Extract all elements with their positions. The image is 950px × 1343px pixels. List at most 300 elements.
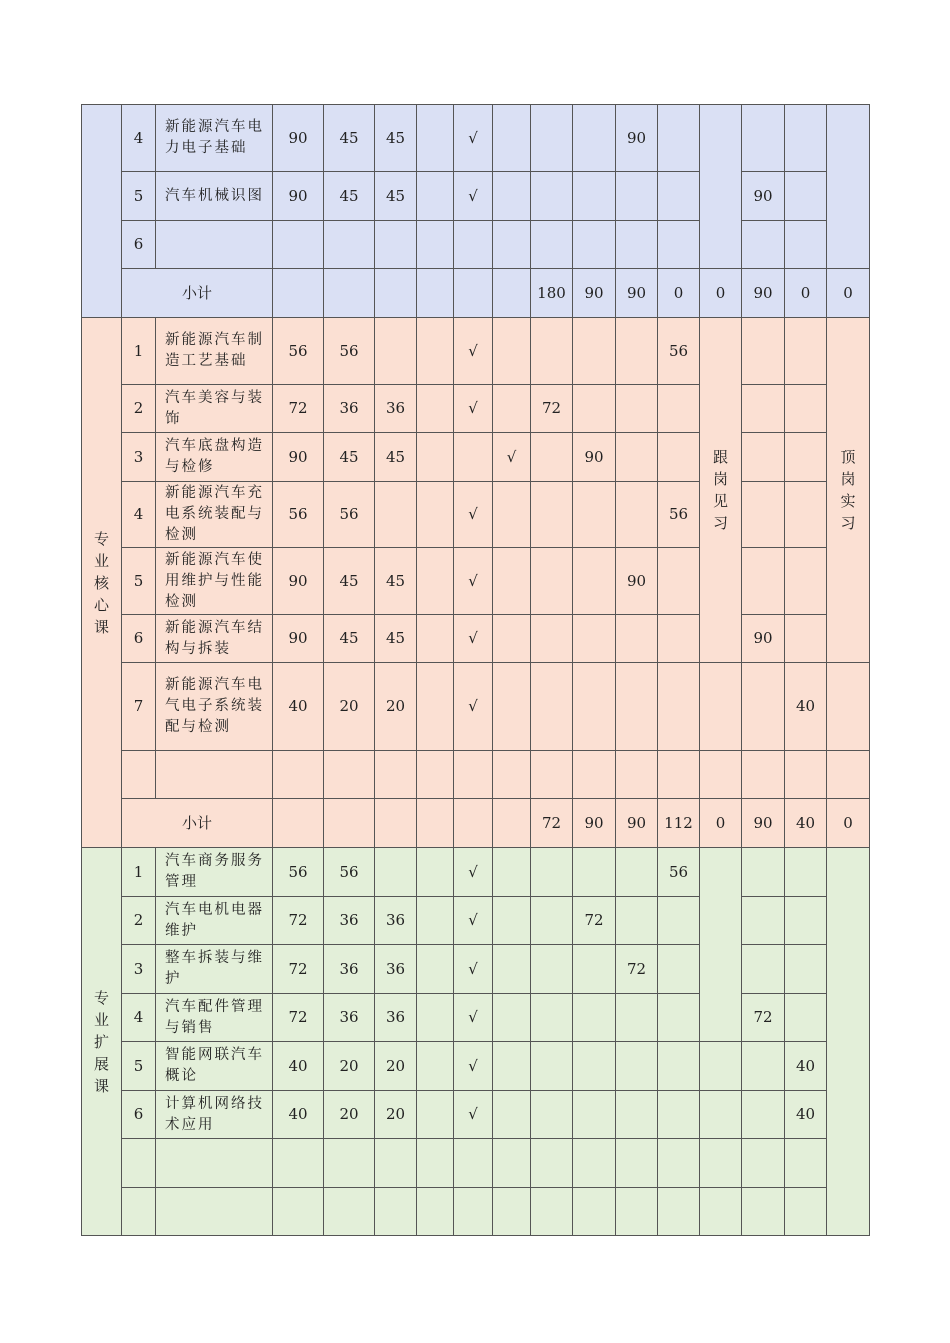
practice-hours: 36 — [375, 945, 417, 994]
table-row — [82, 751, 870, 799]
semester-6-hours — [742, 433, 785, 482]
subtotal-s1: 180 — [531, 269, 573, 318]
semester-8-hours — [827, 751, 870, 799]
check-mark: √ — [454, 385, 493, 433]
empty-cell — [375, 269, 417, 318]
semester-4-hours — [658, 663, 700, 751]
exam-mark — [493, 945, 531, 994]
subtotal-s3: 90 — [616, 799, 658, 848]
course-number: 6 — [122, 1091, 156, 1139]
semester-4-hours — [658, 994, 700, 1042]
theory-hours — [324, 1139, 375, 1188]
semester-6-hours — [742, 751, 785, 799]
subtotal-s4: 0 — [658, 269, 700, 318]
semester-2-hours — [573, 615, 616, 663]
subtotal-s2: 90 — [573, 269, 616, 318]
empty-cell — [454, 269, 493, 318]
semester-7-hours — [785, 945, 827, 994]
course-number: 1 — [122, 318, 156, 385]
reserved-cell — [417, 615, 454, 663]
table-row — [82, 105, 870, 172]
reserved-cell — [417, 172, 454, 221]
course-number: 5 — [122, 172, 156, 221]
reserved-cell — [417, 945, 454, 994]
reserved-cell — [417, 221, 454, 269]
total-hours — [273, 1139, 324, 1188]
check-mark: √ — [454, 663, 493, 751]
semester-1-hours — [531, 663, 573, 751]
table-row — [82, 663, 870, 751]
semester-5-merged — [700, 105, 742, 269]
semester-6-hours — [742, 105, 785, 172]
table-row — [82, 172, 870, 221]
semester-4-hours — [658, 221, 700, 269]
course-name: 智能网联汽车概论 — [156, 1042, 273, 1091]
course-number: 4 — [122, 482, 156, 548]
semester-6-hours — [742, 897, 785, 945]
check-mark: √ — [454, 945, 493, 994]
course-number — [122, 1139, 156, 1188]
semester-3-hours: 90 — [616, 105, 658, 172]
semester-5-merged — [700, 848, 742, 1042]
reserved-cell — [417, 1188, 454, 1236]
semester-8-merged — [827, 105, 870, 269]
semester-2-hours — [573, 1139, 616, 1188]
semester-3-hours — [616, 318, 658, 385]
total-hours: 56 — [273, 318, 324, 385]
empty-cell — [417, 799, 454, 848]
course-number: 5 — [122, 1042, 156, 1091]
semester-4-hours — [658, 433, 700, 482]
semester-6-hours — [742, 482, 785, 548]
semester-7-hours: 40 — [785, 1091, 827, 1139]
semester-6-hours — [742, 1139, 785, 1188]
total-hours: 90 — [273, 105, 324, 172]
semester-1-hours — [531, 897, 573, 945]
theory-hours: 36 — [324, 385, 375, 433]
practice-hours: 20 — [375, 1091, 417, 1139]
semester-1-hours — [531, 751, 573, 799]
reserved-cell — [417, 318, 454, 385]
theory-hours — [324, 1188, 375, 1236]
semester-4-hours — [658, 751, 700, 799]
semester-7-hours — [785, 433, 827, 482]
semester-2-hours — [573, 945, 616, 994]
empty-cell — [273, 269, 324, 318]
semester-2-hours — [573, 848, 616, 897]
semester-1-hours — [531, 848, 573, 897]
course-name — [156, 1139, 273, 1188]
course-number: 6 — [122, 615, 156, 663]
exam-mark — [493, 105, 531, 172]
semester-6-hours: 90 — [742, 615, 785, 663]
semester-1-hours — [531, 1091, 573, 1139]
table-row — [82, 945, 870, 994]
total-hours: 90 — [273, 172, 324, 221]
semester-2-hours — [573, 318, 616, 385]
course-number — [122, 1188, 156, 1236]
check-mark: √ — [454, 994, 493, 1042]
subtotal-s7: 0 — [785, 269, 827, 318]
subtotal-s6: 90 — [742, 799, 785, 848]
semester-1-hours — [531, 615, 573, 663]
exam-mark — [493, 1042, 531, 1091]
exam-mark — [493, 385, 531, 433]
semester-7-hours: 40 — [785, 1042, 827, 1091]
practice-hours — [375, 318, 417, 385]
course-number: 7 — [122, 663, 156, 751]
course-name — [156, 221, 273, 269]
course-name: 计算机网络技术应用 — [156, 1091, 273, 1139]
exam-mark — [493, 994, 531, 1042]
exam-mark — [493, 1091, 531, 1139]
semester-7-hours — [785, 482, 827, 548]
course-number — [122, 751, 156, 799]
semester-4-hours — [658, 105, 700, 172]
course-name: 新能源汽车电力电子基础 — [156, 105, 273, 172]
subtotal-row — [82, 799, 870, 848]
course-name: 汽车商务服务管理 — [156, 848, 273, 897]
semester-5-hours — [700, 1042, 742, 1091]
semester-1-hours — [531, 318, 573, 385]
semester-1-hours: 72 — [531, 385, 573, 433]
semester-8-hours — [827, 663, 870, 751]
table-row — [82, 482, 870, 548]
semester-4-hours — [658, 385, 700, 433]
course-number: 5 — [122, 548, 156, 615]
subtotal-row — [82, 269, 870, 318]
reserved-cell — [417, 1139, 454, 1188]
semester-3-hours — [616, 172, 658, 221]
check-mark: √ — [454, 548, 493, 615]
practice-hours: 36 — [375, 994, 417, 1042]
semester-3-hours — [616, 482, 658, 548]
theory-hours: 45 — [324, 615, 375, 663]
semester-4-hours — [658, 897, 700, 945]
semester-1-hours — [531, 105, 573, 172]
subtotal-s5: 0 — [700, 799, 742, 848]
check-mark: √ — [454, 615, 493, 663]
semester-6-hours — [742, 945, 785, 994]
reserved-cell — [417, 385, 454, 433]
semester-5-hours — [700, 663, 742, 751]
subtotal-s2: 90 — [573, 799, 616, 848]
semester-3-hours — [616, 848, 658, 897]
check-mark: √ — [454, 1091, 493, 1139]
total-hours: 72 — [273, 897, 324, 945]
check-mark: √ — [454, 1042, 493, 1091]
semester-2-hours — [573, 1188, 616, 1236]
semester-7-hours — [785, 318, 827, 385]
semester-2-hours — [573, 751, 616, 799]
semester-1-hours — [531, 1188, 573, 1236]
course-number: 1 — [122, 848, 156, 897]
semester-7-hours — [785, 848, 827, 897]
semester-7-hours: 40 — [785, 663, 827, 751]
theory-hours: 45 — [324, 172, 375, 221]
semester-6-hours: 72 — [742, 994, 785, 1042]
semester-2-hours: 72 — [573, 897, 616, 945]
practice-hours: 45 — [375, 548, 417, 615]
course-name: 整车拆装与维护 — [156, 945, 273, 994]
exam-mark — [493, 615, 531, 663]
semester-8-merged: 顶岗实习 — [827, 318, 870, 663]
theory-hours: 56 — [324, 848, 375, 897]
total-hours: 72 — [273, 994, 324, 1042]
course-name: 新能源汽车充电系统装配与检测 — [156, 482, 273, 548]
semester-1-hours — [531, 1042, 573, 1091]
practice-hours — [375, 751, 417, 799]
semester-7-hours — [785, 994, 827, 1042]
semester-2-hours — [573, 221, 616, 269]
section-label — [82, 105, 122, 318]
check-mark — [454, 751, 493, 799]
semester-3-hours — [616, 751, 658, 799]
semester-2-hours — [573, 1042, 616, 1091]
reserved-cell — [417, 751, 454, 799]
total-hours: 56 — [273, 482, 324, 548]
subtotal-s7: 40 — [785, 799, 827, 848]
exam-mark — [493, 221, 531, 269]
semester-7-hours — [785, 105, 827, 172]
total-hours — [273, 751, 324, 799]
empty-cell — [324, 269, 375, 318]
theory-hours: 56 — [324, 482, 375, 548]
check-mark — [454, 1188, 493, 1236]
reserved-cell — [417, 1042, 454, 1091]
semester-6-hours — [742, 1042, 785, 1091]
course-name: 汽车配件管理与销售 — [156, 994, 273, 1042]
table-row — [82, 615, 870, 663]
semester-1-hours — [531, 548, 573, 615]
semester-7-hours — [785, 385, 827, 433]
empty-cell — [375, 799, 417, 848]
exam-mark — [493, 751, 531, 799]
practice-hours: 45 — [375, 433, 417, 482]
semester-7-hours — [785, 172, 827, 221]
subtotal-s5: 0 — [700, 269, 742, 318]
course-number: 3 — [122, 433, 156, 482]
course-name: 新能源汽车使用维护与性能检测 — [156, 548, 273, 615]
table-row — [82, 433, 870, 482]
subtotal-s3: 90 — [616, 269, 658, 318]
semester-8-merged — [827, 848, 870, 1236]
semester-5-merged: 跟岗见习 — [700, 318, 742, 663]
subtotal-s8: 0 — [827, 269, 870, 318]
exam-mark: √ — [493, 433, 531, 482]
practice-hours: 20 — [375, 1042, 417, 1091]
practice-hours — [375, 848, 417, 897]
course-number: 2 — [122, 897, 156, 945]
course-name: 新能源汽车制造工艺基础 — [156, 318, 273, 385]
semester-3-hours — [616, 1091, 658, 1139]
semester-6-hours — [742, 548, 785, 615]
course-name — [156, 1188, 273, 1236]
empty-cell — [417, 269, 454, 318]
reserved-cell — [417, 994, 454, 1042]
semester-2-hours — [573, 663, 616, 751]
semester-5-hours — [700, 1188, 742, 1236]
semester-3-hours — [616, 433, 658, 482]
exam-mark — [493, 848, 531, 897]
semester-6-hours — [742, 848, 785, 897]
semester-4-hours — [658, 1139, 700, 1188]
course-name — [156, 751, 273, 799]
reserved-cell — [417, 663, 454, 751]
table-row — [82, 385, 870, 433]
section-label: 专业核心课 — [82, 318, 122, 848]
semester-1-hours — [531, 433, 573, 482]
semester-3-hours — [616, 385, 658, 433]
semester-3-hours — [616, 897, 658, 945]
section-label: 专业扩展课 — [82, 848, 122, 1236]
semester-2-hours — [573, 482, 616, 548]
check-mark — [454, 1139, 493, 1188]
exam-mark — [493, 1139, 531, 1188]
theory-hours: 45 — [324, 433, 375, 482]
exam-mark — [493, 897, 531, 945]
subtotal-s1: 72 — [531, 799, 573, 848]
theory-hours: 45 — [324, 548, 375, 615]
semester-7-hours — [785, 221, 827, 269]
course-name: 汽车底盘构造与检修 — [156, 433, 273, 482]
semester-1-hours — [531, 945, 573, 994]
semester-4-hours — [658, 1042, 700, 1091]
practice-hours — [375, 221, 417, 269]
semester-2-hours — [573, 1091, 616, 1139]
course-number: 4 — [122, 994, 156, 1042]
table-row — [82, 1188, 870, 1236]
theory-hours: 36 — [324, 897, 375, 945]
semester-1-hours — [531, 482, 573, 548]
course-name: 汽车电机电器维护 — [156, 897, 273, 945]
course-number: 3 — [122, 945, 156, 994]
check-mark — [454, 221, 493, 269]
semester-3-hours: 90 — [616, 548, 658, 615]
semester-1-hours — [531, 1139, 573, 1188]
semester-1-hours — [531, 221, 573, 269]
reserved-cell — [417, 105, 454, 172]
semester-1-hours — [531, 172, 573, 221]
theory-hours: 56 — [324, 318, 375, 385]
semester-3-hours: 72 — [616, 945, 658, 994]
exam-mark — [493, 482, 531, 548]
semester-3-hours — [616, 1139, 658, 1188]
semester-4-hours — [658, 548, 700, 615]
semester-4-hours — [658, 945, 700, 994]
table-row — [82, 318, 870, 385]
total-hours: 90 — [273, 615, 324, 663]
subtotal-label: 小计 — [122, 269, 273, 318]
theory-hours: 36 — [324, 994, 375, 1042]
total-hours — [273, 221, 324, 269]
semester-2-hours — [573, 548, 616, 615]
semester-4-hours: 56 — [658, 848, 700, 897]
curriculum-table — [81, 104, 870, 1236]
semester-2-hours — [573, 105, 616, 172]
course-name: 汽车美容与装饰 — [156, 385, 273, 433]
course-name: 汽车机械识图 — [156, 172, 273, 221]
total-hours: 56 — [273, 848, 324, 897]
practice-hours: 45 — [375, 615, 417, 663]
semester-7-hours — [785, 897, 827, 945]
semester-4-hours: 56 — [658, 318, 700, 385]
empty-cell — [493, 799, 531, 848]
total-hours: 90 — [273, 548, 324, 615]
total-hours: 40 — [273, 1091, 324, 1139]
table-row — [82, 848, 870, 897]
total-hours: 90 — [273, 433, 324, 482]
semester-5-hours — [700, 1091, 742, 1139]
table-row — [82, 994, 870, 1042]
semester-2-hours — [573, 994, 616, 1042]
empty-cell — [324, 799, 375, 848]
practice-hours — [375, 1188, 417, 1236]
table-row — [82, 1042, 870, 1091]
practice-hours: 36 — [375, 385, 417, 433]
semester-6-hours — [742, 385, 785, 433]
reserved-cell — [417, 433, 454, 482]
reserved-cell — [417, 1091, 454, 1139]
check-mark: √ — [454, 897, 493, 945]
semester-7-hours — [785, 615, 827, 663]
check-mark: √ — [454, 318, 493, 385]
total-hours: 40 — [273, 663, 324, 751]
semester-4-hours — [658, 172, 700, 221]
semester-2-hours — [573, 172, 616, 221]
semester-7-hours — [785, 1139, 827, 1188]
semester-3-hours — [616, 221, 658, 269]
total-hours: 72 — [273, 945, 324, 994]
practice-hours — [375, 482, 417, 548]
semester-2-hours: 90 — [573, 433, 616, 482]
exam-mark — [493, 1188, 531, 1236]
check-mark: √ — [454, 848, 493, 897]
semester-5-hours — [700, 751, 742, 799]
course-number: 2 — [122, 385, 156, 433]
exam-mark — [493, 663, 531, 751]
empty-cell — [273, 799, 324, 848]
semester-4-hours — [658, 615, 700, 663]
semester-6-hours — [742, 1091, 785, 1139]
theory-hours — [324, 751, 375, 799]
semester-3-hours — [616, 1042, 658, 1091]
semester-3-hours — [616, 1188, 658, 1236]
exam-mark — [493, 548, 531, 615]
theory-hours: 20 — [324, 1091, 375, 1139]
subtotal-s6: 90 — [742, 269, 785, 318]
check-mark: √ — [454, 482, 493, 548]
empty-cell — [493, 269, 531, 318]
table-row — [82, 897, 870, 945]
theory-hours: 45 — [324, 105, 375, 172]
theory-hours: 20 — [324, 663, 375, 751]
total-hours: 40 — [273, 1042, 324, 1091]
table-row — [82, 548, 870, 615]
semester-1-hours — [531, 994, 573, 1042]
course-number: 4 — [122, 105, 156, 172]
semester-7-hours — [785, 751, 827, 799]
reserved-cell — [417, 897, 454, 945]
check-mark: √ — [454, 105, 493, 172]
semester-6-hours — [742, 1188, 785, 1236]
semester-6-hours — [742, 663, 785, 751]
exam-mark — [493, 318, 531, 385]
semester-6-hours: 90 — [742, 172, 785, 221]
course-name: 新能源汽车电气电子系统装配与检测 — [156, 663, 273, 751]
semester-4-hours — [658, 1091, 700, 1139]
semester-7-hours — [785, 548, 827, 615]
